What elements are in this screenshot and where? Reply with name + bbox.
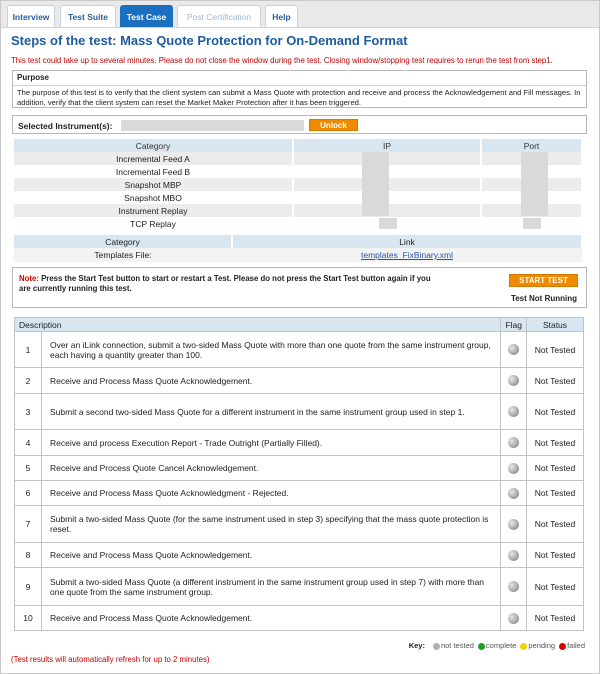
- test-status-text: Test Not Running: [510, 294, 577, 303]
- table-row: [15, 430, 584, 456]
- instrument-value-redacted: [121, 120, 304, 131]
- status-dot-icon: [508, 550, 519, 561]
- table-row: [14, 165, 582, 178]
- note-prefix: Note:: [19, 274, 39, 283]
- status-dot-icon: [508, 488, 519, 499]
- key-item-pending: pending: [520, 641, 555, 650]
- page-title: Steps of the test: Mass Quote Protection for On-Demand Format: [11, 33, 408, 48]
- step-status: Not Tested: [527, 394, 584, 430]
- refresh-note: (Test results will automatically refresh for up to 2 minutes): [11, 655, 210, 664]
- step-number: 1: [15, 332, 42, 368]
- step-description: Receive and Process Mass Quote Acknowledgment - Rejected.: [42, 481, 501, 506]
- step-number: 5: [15, 456, 42, 481]
- steps-header-status: Status: [527, 318, 584, 332]
- feed-category: TCP Replay: [14, 217, 293, 230]
- table-row: [14, 152, 582, 165]
- steps-table: [14, 317, 584, 631]
- key-item-failed: failed: [559, 641, 585, 650]
- templates-header-link: Link: [232, 235, 582, 248]
- warning-text: This test could take up to several minutes. Please do not close the window during the test. Closing window/stopping test requires to rerun the test from step1.: [11, 56, 553, 65]
- step-description: Over an iLink connection, submit a two-sided Mass Quote with more than one quote from the same instrument group, each having a quantity greater than 100.: [42, 332, 501, 368]
- steps-header-description: Description: [15, 318, 501, 332]
- status-dot-icon: [508, 344, 519, 355]
- port-value-redacted: [523, 218, 541, 229]
- key-label: Key:: [408, 641, 425, 650]
- step-number: 9: [15, 568, 42, 606]
- step-status: Not Tested: [527, 506, 584, 543]
- note-text: Press the Start Test button to start or restart a Test. Please do not press the Start Test button again if you are currently running this test.: [19, 274, 431, 293]
- step-number: 6: [15, 481, 42, 506]
- step-description: Receive and Process Quote Cancel Acknowledgement.: [42, 456, 501, 481]
- unlock-button[interactable]: Unlock: [309, 119, 358, 131]
- status-dot-icon: [508, 613, 519, 624]
- table-row: [15, 456, 584, 481]
- step-description: Submit a two-sided Mass Quote (a different instrument in the same instrument group used in step 7) with more than one quote from the same instrument group.: [42, 568, 501, 606]
- step-status: Not Tested: [527, 430, 584, 456]
- feeds-header-ip: IP: [293, 139, 481, 152]
- table-row: [15, 394, 584, 430]
- step-description: Submit a two-sided Mass Quote (for the same instrument used in step 3) specifying that the mass quote protection is reset.: [42, 506, 501, 543]
- port-values-redacted: [521, 152, 548, 216]
- selected-instrument-label: Selected Instrument(s):: [18, 121, 113, 131]
- purpose-panel: [12, 70, 587, 108]
- start-test-note: [19, 274, 439, 294]
- step-number: 8: [15, 543, 42, 568]
- purpose-text: The purpose of this test is to verify that the client system can submit a Mass Quote with protection and receive and process the Acknowledgement and Fill messages. In addition, verify that the client system can reset the Market Maker Protection after it has been triggered.: [17, 88, 581, 107]
- step-status: Not Tested: [527, 481, 584, 506]
- step-description: Receive and process Execution Report - Trade Outright (Partially Filled).: [42, 430, 501, 456]
- table-row: [15, 543, 584, 568]
- step-description: Receive and Process Mass Quote Acknowledgement.: [42, 543, 501, 568]
- steps-header-flag: Flag: [501, 318, 527, 332]
- step-description: Submit a second two-sided Mass Quote for a different instrument in the same instrument group used in step 1.: [42, 394, 501, 430]
- status-key: [409, 641, 585, 650]
- step-description: Receive and Process Mass Quote Acknowledgement.: [42, 606, 501, 631]
- table-row: [15, 481, 584, 506]
- status-dot-icon: [508, 519, 519, 530]
- table-row: [15, 506, 584, 543]
- red-dot-icon: [559, 643, 566, 650]
- templates-header-category: Category: [14, 235, 232, 248]
- step-status: Not Tested: [527, 368, 584, 394]
- status-dot-icon: [508, 437, 519, 448]
- tab-help[interactable]: Help: [265, 5, 298, 27]
- templates-table: [14, 235, 583, 262]
- ip-values-redacted: [362, 152, 389, 216]
- step-status: Not Tested: [527, 332, 584, 368]
- table-row: [15, 568, 584, 606]
- feed-category: Snapshot MBP: [14, 178, 293, 191]
- key-item-not-tested: not tested: [433, 641, 474, 650]
- table-row: [14, 178, 582, 191]
- feed-category: Snapshot MBO: [14, 191, 293, 204]
- table-row: [14, 191, 582, 204]
- templates-file-label: Templates File:: [14, 248, 232, 262]
- feed-category: Incremental Feed A: [14, 152, 293, 165]
- purpose-divider: [13, 85, 586, 86]
- table-row: [15, 368, 584, 394]
- templates-file-link[interactable]: templates_FixBinary.xml: [361, 250, 453, 260]
- step-status: Not Tested: [527, 543, 584, 568]
- table-row: [15, 606, 584, 631]
- step-status: Not Tested: [527, 456, 584, 481]
- status-dot-icon: [508, 581, 519, 592]
- table-row: [14, 248, 582, 262]
- tab-test-case[interactable]: Test Case: [120, 5, 173, 27]
- step-number: 10: [15, 606, 42, 631]
- step-status: Not Tested: [527, 606, 584, 631]
- table-row: [15, 332, 584, 368]
- feed-category: Instrument Replay: [14, 204, 293, 217]
- gray-dot-icon: [433, 643, 440, 650]
- feed-category: Incremental Feed B: [14, 165, 293, 178]
- feeds-table: [14, 139, 583, 230]
- purpose-heading: Purpose: [17, 73, 50, 82]
- status-dot-icon: [508, 406, 519, 417]
- feeds-header-port: Port: [481, 139, 582, 152]
- status-dot-icon: [508, 463, 519, 474]
- feeds-header-category: Category: [14, 139, 293, 152]
- table-row: [14, 204, 582, 217]
- step-number: 7: [15, 506, 42, 543]
- tab-interview[interactable]: Interview: [7, 5, 55, 27]
- step-status: Not Tested: [527, 568, 584, 606]
- key-item-complete: complete: [478, 641, 516, 650]
- step-number: 4: [15, 430, 42, 456]
- yellow-dot-icon: [520, 643, 527, 650]
- tab-post-certification: Post Certification: [177, 5, 261, 27]
- step-number: 3: [15, 394, 42, 430]
- status-dot-icon: [508, 375, 519, 386]
- tab-bar: [1, 1, 599, 28]
- step-description: Receive and Process Mass Quote Acknowledgement.: [42, 368, 501, 394]
- ip-value-redacted: [379, 218, 397, 229]
- green-dot-icon: [478, 643, 485, 650]
- instrument-panel: [12, 115, 587, 134]
- step-number: 2: [15, 368, 42, 394]
- start-test-button[interactable]: START TEST: [509, 274, 578, 287]
- table-row: [14, 217, 582, 230]
- tab-test-suite[interactable]: Test Suite: [60, 5, 116, 27]
